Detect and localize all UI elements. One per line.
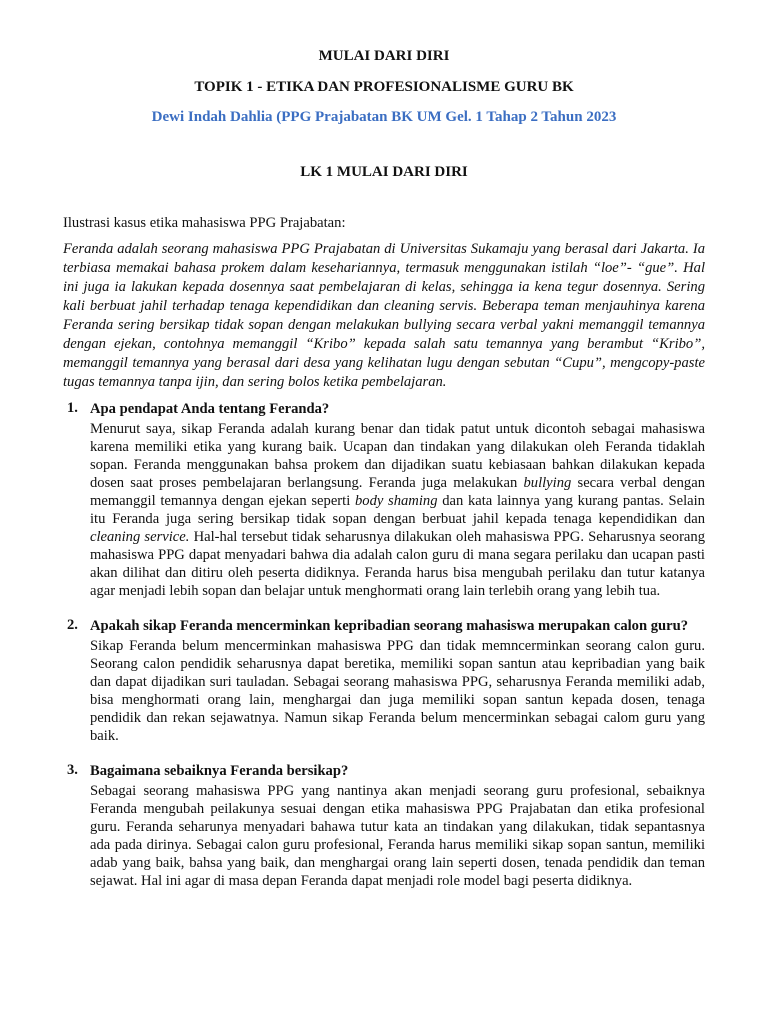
- question-item-1: [63, 400, 705, 600]
- answer-emphasis: body shaming: [354, 493, 438, 509]
- answer-text: Sikap Feranda belum mencerminkan mahasiswa PPG dan tidak memncerminkan seorang calon guru. Seorang calon pendidik seharusnya dapat beretika, memiliki sopan santun atau kepribadian yang baik dan dapat dijadikan suri tauladan. Sebagai seorang mahasiswa PPG, seharusnya Feranda memiliki adab, bisa menghormati orang lain, menghargai dan juga memiliki sopan santun kepada dosen, tenaga pendidik dan rekan sejawatnya. Namun sikap Feranda belum mencerminkan sebagai calom guru yang baik.: [90, 638, 705, 744]
- topic-title: TOPIK 1 - ETIKA DAN PROFESIONALISME GURU BK: [194, 79, 574, 95]
- answer-text: Sebagai seorang mahasiswa PPG yang nantinya akan menjadi seorang guru profesional, sebaiknya Feranda mengubah peilakunya sesuai dengan etika mahasiswa PPG Prajabatan dan etika profesional guru. Feranda seharunya menyadari bahawa tutur kata an tindakan yang dilakukan, tidak sepantasnya ada pada dirinya. Sebagai calon guru profesional, Feranda harus memiliki sikap sopan santun, memiliki adab yang baik, bahsa yang baik, dan menghargai orang lain seperti dosen, tenada pendidik dan teman sejawat. Hal ini agar di masa depan Feranda dapat menjadi role model bagi peserta didiknya.: [90, 783, 705, 889]
- question-list: [63, 400, 705, 890]
- author-line: Dewi Indah Dahlia (PPG Prajabatan BK UM Gel. 1 Tahap 2 Tahun 2023: [151, 109, 617, 125]
- answer-segment: Menurut saya, sikap Feranda adalah kurang benar dan tidak patut untuk dicontoh sebagai mahasiswa karena memiliki etika yang kurang baik. Ucapan dan tindakan yang dilakukan oleh Feranda tidaklah sopan. Feranda menggunakan bahsa prokem dan dijadikan suatu kebiasaan bahkan dilakukan kepada dosen saat proses pembelajaran berlangsung. Feranda juga melakukan: [90, 421, 705, 491]
- answer-segment: dan kata lainnya yang kurang pantas. Selain itu Feranda juga sering bersikap tidak sopan dengan berbuat jahil kepada tenaga kependidikan dan: [90, 493, 705, 527]
- question-number: 3.: [67, 762, 78, 778]
- case-paragraph: Feranda adalah seorang mahasiswa PPG Prajabatan di Universitas Sukamaju yang berasal dari Jakarta. Ia terbiasa memakai bahasa prokem dalam kesehariannya, termasuk menggunakan istilah “loe”- “gue”. Hal ini juga ia lakukan kepada dosennya saat pembelajaran di kelas, sehingga ia kena tegur dosennya. Sering kali berbuat jahil terhadap tenaga kependidikan dan cleaning servis. Beberapa teman menjauhinya karena Feranda sering bersikap tidak sopan dengan melakukan bullying secara verbal yakni memanggil temannya dengan ejekan, contohnya memanggil “Kribo” kepada salah satu temannya yang berambut “Kribo”, memanggil temannya yang berasal dari desa yang kelihatan lugu dengan sebutan “Cupu”, mengcopy-paste tugas temannya tanpa ijin, dan sering bolos ketika pembelajaran.: [63, 241, 705, 390]
- answer-segment: secara verbal dengan memanggil temannya dengan ejekan seperti: [90, 475, 706, 509]
- question-text: Apakah sikap Feranda mencerminkan kepribadian seorang mahasiswa merupakan calon guru?: [90, 618, 689, 634]
- answer-segment: Hal-hal tersebut tidak seharusnya dilakukan oleh mahasiswa PPG. Seharusnya seorang mahasiswa PPG dapat menyadari bahwa dia adalah calon guru di mana segara perilaku dan ucapan pasti akan dilihat dan ditiru oleh peserta didiknya. Feranda harus bisa mengubah perilaku dan tutur katanya agar menjadi lebih sopan dan belajar untuk menghormati orang lain terlebih orang yang lebih tua.: [90, 529, 705, 599]
- question-item-2: [63, 617, 705, 745]
- question-number: 2.: [67, 617, 78, 633]
- document-title: MULAI DARI DIRI: [318, 48, 450, 64]
- case-intro: Ilustrasi kasus etika mahasiswa PPG Prajabatan:: [63, 215, 346, 231]
- answer-emphasis: cleaning service.: [90, 529, 190, 545]
- section-title: LK 1 MULAI DARI DIRI: [300, 164, 468, 180]
- question-item-3: [63, 762, 705, 890]
- question-text: Apa pendapat Anda tentang Feranda?: [90, 401, 330, 417]
- question-text: Bagaimana sebaiknya Feranda bersikap?: [90, 763, 349, 779]
- answer-emphasis: bullying: [523, 475, 572, 491]
- answer-text: [90, 420, 705, 600]
- question-number: 1.: [67, 400, 78, 416]
